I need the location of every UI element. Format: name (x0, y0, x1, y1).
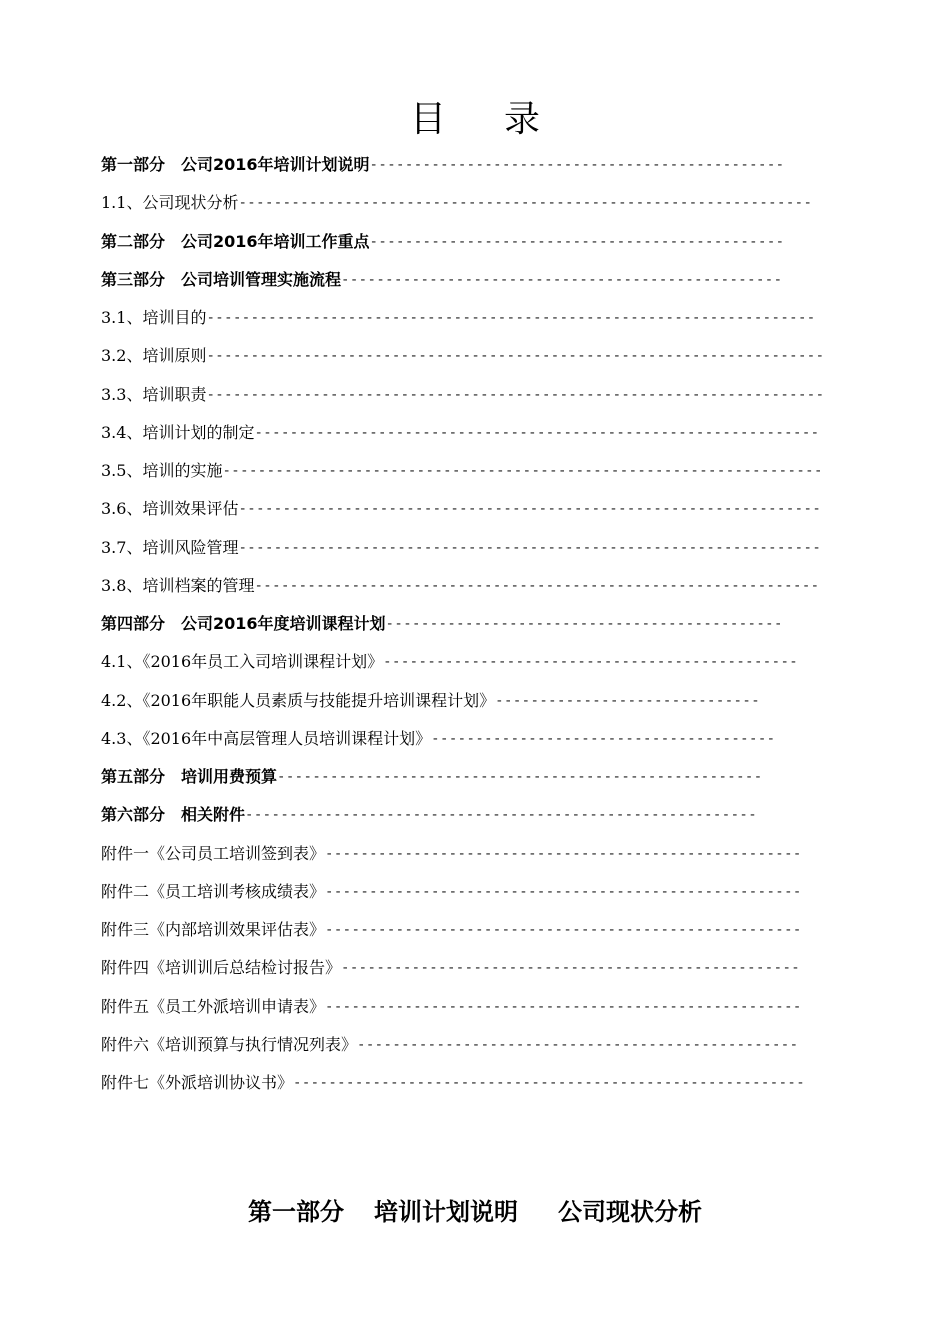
toc-entry-part[interactable] (101, 796, 861, 834)
toc-entry-leader: ------------------------------------------------------ (325, 845, 802, 862)
toc-entry-leader: --------------------------------------- (431, 730, 776, 747)
toc-title (0, 96, 950, 144)
toc-entry-label: 3.6、培训效果评估 (101, 499, 239, 519)
toc-entry-sub[interactable] (101, 452, 861, 490)
toc-entry-leader: ---------------------------------------------------------- (245, 807, 758, 824)
toc-entry-sub[interactable] (101, 490, 861, 528)
section-heading-subtitle: 公司现状分析 (558, 1198, 702, 1226)
toc-entry-leader: ------------------------------------------------------------------ (238, 501, 822, 518)
toc-entry-label: 1.1、公司现状分析 (101, 193, 239, 213)
toc-entry-leader: ----------------------------------------------- (369, 233, 785, 250)
toc-title-char-2: 录 (504, 99, 541, 140)
toc-entry-leader: ------------------------------------------------------ (325, 922, 802, 938)
toc-entry-part[interactable] (101, 146, 861, 184)
toc-entry-label: 附件六《培训预算与执行情况列表》 (101, 1034, 358, 1054)
toc-entry-sub[interactable] (101, 988, 861, 1026)
toc-entry-sub[interactable] (101, 720, 861, 758)
toc-entry-sub[interactable] (101, 414, 861, 452)
toc-entry-sub[interactable] (101, 529, 861, 567)
toc-entry-leader: ---------------------------------------------------- (341, 960, 801, 977)
toc-entry-leader: -------------------------------------------------- (357, 1036, 799, 1053)
toc-entry-label: 4.3、《2016年中高层管理人员培训课程计划》 (101, 728, 432, 748)
toc-entry-leader: --------------------------------------------- (385, 616, 783, 632)
toc-entry-leader: ------------------------------------------------------ (325, 998, 802, 1015)
table-of-contents (101, 146, 861, 1102)
toc-entry-leader: ----------------------------------------------------------------- (238, 195, 813, 212)
toc-entry-label: 附件三《内部培训效果评估表》 (101, 920, 326, 939)
toc-entry-label: 3.1、培训目的 (101, 308, 207, 327)
toc-entry-sub[interactable] (101, 835, 861, 873)
toc-entry-sub[interactable] (101, 911, 861, 949)
toc-entry-label: 附件四《培训训后总结检讨报告》 (101, 958, 342, 978)
toc-entry-label: 3.8、培训档案的管理 (101, 575, 255, 595)
toc-entry-leader: --------------------------------------------------------------------- (206, 310, 816, 326)
toc-entry-leader: ----------------------------------------------- (369, 157, 785, 173)
toc-entry-label: 附件七《外派培训协议书》 (101, 1073, 294, 1092)
toc-entry-sub[interactable] (101, 376, 861, 414)
toc-entry-label: 3.2、培训原则 (101, 346, 207, 366)
toc-entry-label: 第一部分 公司2016年培训计划说明 (101, 155, 370, 174)
toc-entry-leader: ---------------------------------------------------------------------- (206, 386, 825, 403)
section-heading-part: 第一部分 (248, 1198, 344, 1226)
toc-entry-sub[interactable] (101, 682, 861, 720)
toc-entry-label: 附件二《员工培训考核成绩表》 (101, 881, 326, 901)
toc-entry-label: 第五部分 培训用费预算 (101, 767, 278, 786)
toc-entry-sub[interactable] (101, 1026, 861, 1064)
toc-entry-label: 3.4、培训计划的制定 (101, 422, 255, 442)
section-heading-title: 培训计划说明 (374, 1198, 518, 1226)
toc-entry-label: 第六部分 相关附件 (101, 805, 246, 825)
toc-entry-leader: ------------------------------------------------------------------ (238, 539, 822, 556)
toc-entry-leader: ------------------------------------------------------ (325, 883, 802, 900)
toc-entry-label: 第二部分 公司2016年培训工作重点 (101, 231, 370, 251)
toc-entry-leader: -------------------------------------------------------------------- (222, 463, 823, 479)
toc-entry-sub[interactable] (101, 299, 861, 337)
toc-entry-part[interactable] (101, 223, 861, 261)
toc-entry-sub[interactable] (101, 567, 861, 605)
toc-entry-label: 附件一《公司员工培训签到表》 (101, 843, 326, 863)
toc-entry-label: 3.7、培训风险管理 (101, 537, 239, 557)
toc-entry-sub[interactable] (101, 337, 861, 375)
toc-entry-sub[interactable] (101, 1064, 861, 1102)
toc-entry-leader: -------------------------------------------------- (341, 271, 783, 288)
toc-entry-label: 3.5、培训的实施 (101, 461, 223, 480)
toc-entry-label: 4.1、《2016年员工入司培训课程计划》 (101, 652, 384, 672)
toc-entry-sub[interactable] (101, 949, 861, 987)
toc-entry-sub[interactable] (101, 184, 861, 222)
toc-entry-leader: ---------------------------------------------------------------------- (206, 348, 825, 365)
toc-entry-part[interactable] (101, 605, 861, 643)
toc-entry-sub[interactable] (101, 873, 861, 911)
toc-entry-leader: ---------------------------------------------------------- (293, 1075, 806, 1091)
toc-entry-part[interactable] (101, 261, 861, 299)
toc-entry-leader: ----------------------------------------------- (383, 654, 799, 671)
toc-entry-leader: ---------------------------------------------------------------- (254, 577, 820, 594)
toc-entry-leader: ---------------------------------------------------------------- (254, 424, 820, 441)
toc-entry-leader: ------------------------------ (495, 692, 761, 709)
toc-entry-leader: ------------------------------------------------------- (277, 769, 763, 785)
toc-entry-label: 第三部分 公司培训管理实施流程 (101, 269, 342, 289)
toc-entry-label: 4.2、《2016年职能人员素质与技能提升培训课程计划》 (101, 690, 496, 710)
toc-entry-label: 第四部分 公司2016年度培训课程计划 (101, 614, 386, 633)
toc-entry-sub[interactable] (101, 643, 861, 681)
toc-entry-part[interactable] (101, 758, 861, 796)
toc-entry-label: 附件五《员工外派培训申请表》 (101, 996, 326, 1016)
section-heading (0, 1192, 950, 1232)
toc-title-char-1: 目 (409, 99, 446, 140)
toc-entry-label: 3.3、培训职责 (101, 384, 207, 404)
